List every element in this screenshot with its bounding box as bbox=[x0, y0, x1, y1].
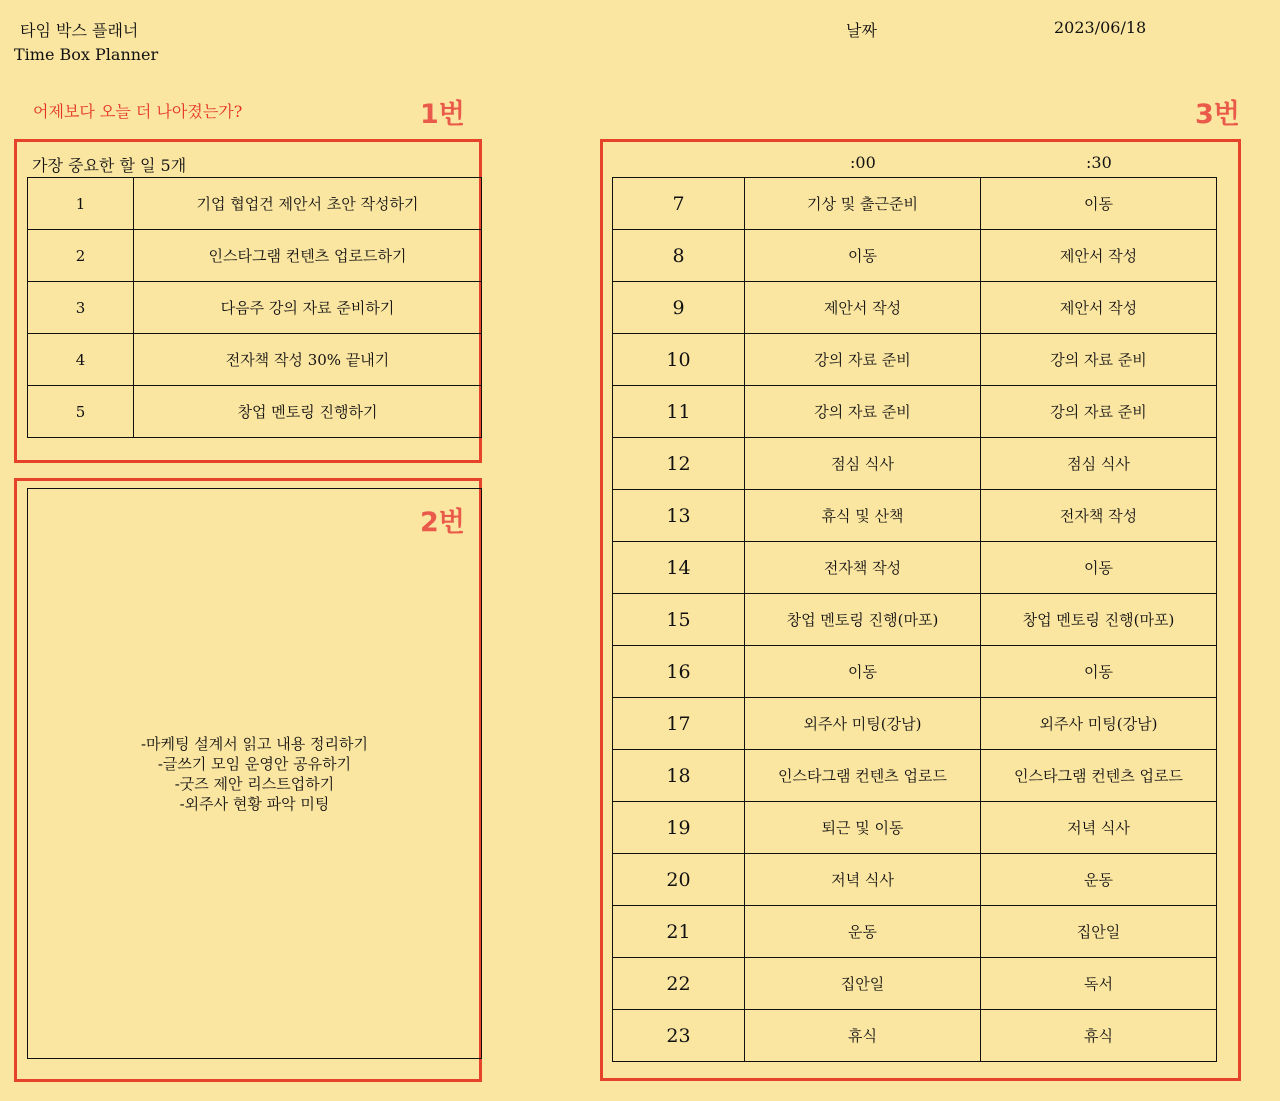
slot-30[interactable]: 독서 bbox=[981, 958, 1217, 1010]
slot-00[interactable]: 집안일 bbox=[745, 958, 981, 1010]
slot-00[interactable]: 제안서 작성 bbox=[745, 282, 981, 334]
slot-00[interactable]: 강의 자료 준비 bbox=[745, 386, 981, 438]
slot-00[interactable]: 인스타그램 컨텐츠 업로드 bbox=[745, 750, 981, 802]
task-number: 4 bbox=[28, 334, 134, 386]
schedule-row bbox=[613, 802, 1217, 854]
task-row bbox=[28, 386, 482, 438]
motto: 어제보다 오늘 더 나아졌는가? bbox=[33, 102, 243, 121]
slot-00[interactable]: 저녁 식사 bbox=[745, 854, 981, 906]
task-text[interactable]: 인스타그램 컨텐츠 업로드하기 bbox=[134, 230, 482, 282]
slot-30[interactable]: 이동 bbox=[981, 542, 1217, 594]
title-korean: 타임 박스 플래너 bbox=[20, 21, 139, 40]
task-text[interactable]: 창업 멘토링 진행하기 bbox=[134, 386, 482, 438]
slot-30[interactable]: 외주사 미팅(강남) bbox=[981, 698, 1217, 750]
slot-30[interactable]: 창업 멘토링 진행(마포) bbox=[981, 594, 1217, 646]
brain-dump-item: -글쓰기 모임 운영안 공유하기 bbox=[157, 754, 352, 773]
slot-30[interactable]: 휴식 bbox=[981, 1010, 1217, 1062]
slot-30[interactable]: 점심 식사 bbox=[981, 438, 1217, 490]
schedule-row bbox=[613, 906, 1217, 958]
schedule-row bbox=[613, 1010, 1217, 1062]
hour-label: 8 bbox=[613, 230, 745, 282]
slot-30[interactable]: 강의 자료 준비 bbox=[981, 334, 1217, 386]
hour-label: 13 bbox=[613, 490, 745, 542]
schedule-row bbox=[613, 594, 1217, 646]
hour-label: 7 bbox=[613, 178, 745, 230]
brain-dump-item: -외주사 현황 파악 미팅 bbox=[179, 794, 330, 813]
schedule-row bbox=[613, 334, 1217, 386]
slot-00[interactable]: 운동 bbox=[745, 906, 981, 958]
task-text[interactable]: 전자책 작성 30% 끝내기 bbox=[134, 334, 482, 386]
section-1-label: 1번 bbox=[420, 99, 465, 130]
slot-00[interactable]: 이동 bbox=[745, 230, 981, 282]
schedule-row bbox=[613, 646, 1217, 698]
slot-00[interactable]: 강의 자료 준비 bbox=[745, 334, 981, 386]
hour-label: 12 bbox=[613, 438, 745, 490]
hour-label: 21 bbox=[613, 906, 745, 958]
task-text[interactable]: 기업 협업건 제안서 초안 작성하기 bbox=[134, 178, 482, 230]
schedule-row bbox=[613, 230, 1217, 282]
slot-00[interactable]: 창업 멘토링 진행(마포) bbox=[745, 594, 981, 646]
schedule-row bbox=[613, 698, 1217, 750]
slot-00[interactable]: 전자책 작성 bbox=[745, 542, 981, 594]
section-3-label: 3번 bbox=[1195, 99, 1240, 130]
slot-00[interactable]: 기상 및 출근준비 bbox=[745, 178, 981, 230]
task-row bbox=[28, 282, 482, 334]
slot-00[interactable]: 점심 식사 bbox=[745, 438, 981, 490]
date-value: 2023/06/18 bbox=[1054, 18, 1147, 37]
schedule-row bbox=[613, 282, 1217, 334]
slot-00[interactable]: 이동 bbox=[745, 646, 981, 698]
col-header-00: :00 bbox=[850, 153, 876, 172]
slot-30[interactable]: 집안일 bbox=[981, 906, 1217, 958]
slot-30[interactable]: 강의 자료 준비 bbox=[981, 386, 1217, 438]
section-2-label: 2번 bbox=[420, 507, 465, 538]
schedule-table bbox=[612, 177, 1217, 1062]
slot-30[interactable]: 제안서 작성 bbox=[981, 282, 1217, 334]
slot-30[interactable]: 제안서 작성 bbox=[981, 230, 1217, 282]
task-row bbox=[28, 334, 482, 386]
brain-dump-item: -마케팅 설계서 읽고 내용 정리하기 bbox=[140, 734, 368, 753]
schedule-row bbox=[613, 750, 1217, 802]
slot-30[interactable]: 운동 bbox=[981, 854, 1217, 906]
top-tasks-title: 가장 중요한 할 일 5개 bbox=[32, 156, 187, 175]
schedule-row bbox=[613, 490, 1217, 542]
col-header-30: :30 bbox=[1086, 153, 1112, 172]
slot-00[interactable]: 휴식 bbox=[745, 1010, 981, 1062]
brain-dump-box bbox=[27, 488, 482, 1059]
hour-label: 17 bbox=[613, 698, 745, 750]
top-tasks-table bbox=[27, 177, 482, 438]
slot-30[interactable]: 이동 bbox=[981, 178, 1217, 230]
slot-30[interactable]: 이동 bbox=[981, 646, 1217, 698]
hour-label: 9 bbox=[613, 282, 745, 334]
hour-label: 22 bbox=[613, 958, 745, 1010]
hour-label: 15 bbox=[613, 594, 745, 646]
brain-dump-item: -굿즈 제안 리스트업하기 bbox=[174, 774, 335, 793]
slot-30[interactable]: 전자책 작성 bbox=[981, 490, 1217, 542]
hour-label: 14 bbox=[613, 542, 745, 594]
task-text[interactable]: 다음주 강의 자료 준비하기 bbox=[134, 282, 482, 334]
hour-label: 19 bbox=[613, 802, 745, 854]
slot-00[interactable]: 외주사 미팅(강남) bbox=[745, 698, 981, 750]
hour-label: 10 bbox=[613, 334, 745, 386]
slot-00[interactable]: 휴식 및 산책 bbox=[745, 490, 981, 542]
task-number: 2 bbox=[28, 230, 134, 282]
hour-label: 23 bbox=[613, 1010, 745, 1062]
task-number: 3 bbox=[28, 282, 134, 334]
schedule-row bbox=[613, 854, 1217, 906]
hour-label: 11 bbox=[613, 386, 745, 438]
schedule-row bbox=[613, 542, 1217, 594]
schedule-row bbox=[613, 178, 1217, 230]
schedule-row bbox=[613, 438, 1217, 490]
task-row bbox=[28, 178, 482, 230]
title-english: Time Box Planner bbox=[14, 45, 159, 64]
slot-00[interactable]: 퇴근 및 이동 bbox=[745, 802, 981, 854]
hour-label: 16 bbox=[613, 646, 745, 698]
task-number: 1 bbox=[28, 178, 134, 230]
task-number: 5 bbox=[28, 386, 134, 438]
slot-30[interactable]: 인스타그램 컨텐츠 업로드 bbox=[981, 750, 1217, 802]
task-row bbox=[28, 230, 482, 282]
schedule-row bbox=[613, 958, 1217, 1010]
date-label: 날짜 bbox=[846, 21, 877, 40]
slot-30[interactable]: 저녁 식사 bbox=[981, 802, 1217, 854]
hour-label: 18 bbox=[613, 750, 745, 802]
hour-label: 20 bbox=[613, 854, 745, 906]
schedule-row bbox=[613, 386, 1217, 438]
